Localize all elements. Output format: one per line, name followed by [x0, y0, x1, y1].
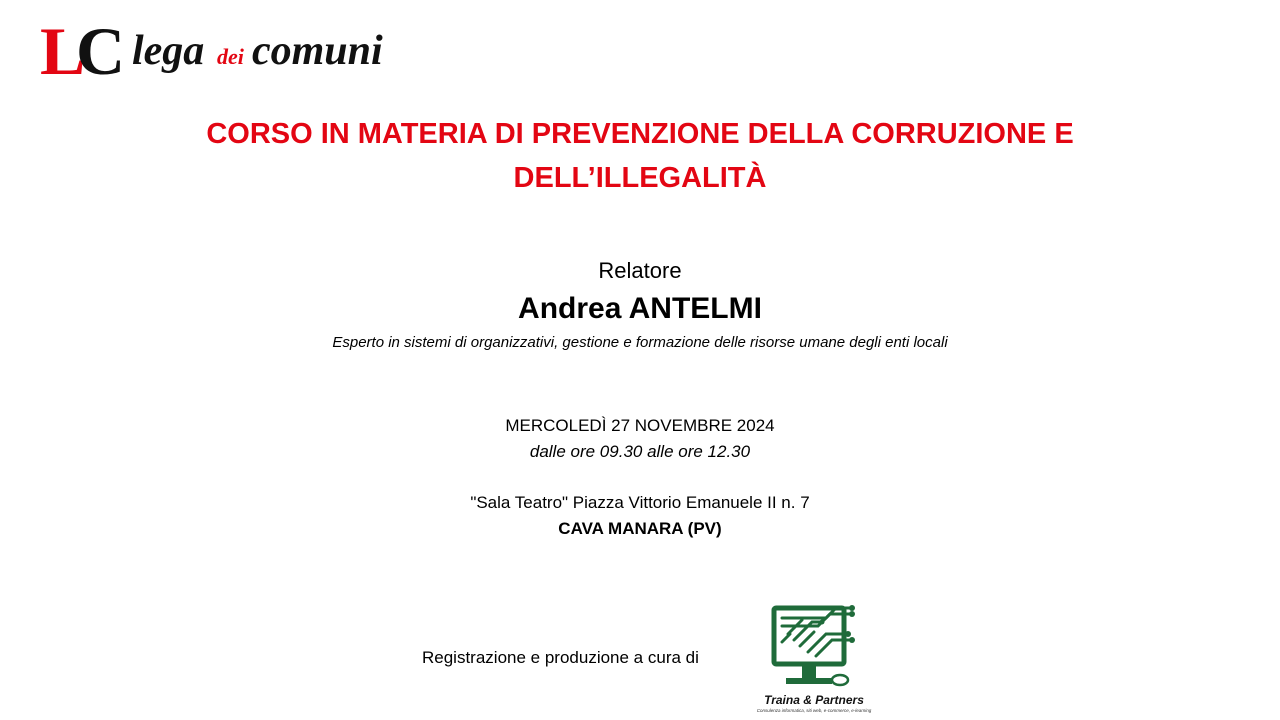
speaker-name: Andrea ANTELMI — [518, 292, 762, 325]
event-venue: "Sala Teatro" Piazza Vittorio Emanuele II n. 7 — [470, 493, 810, 512]
course-title — [140, 112, 1140, 200]
event-date: MERCOLEDÌ 27 NOVEMBRE 2024 — [505, 416, 775, 435]
partner-tagline: Consulenza informatica, siti web, e-commerce, e-learning — [756, 708, 872, 713]
course-title-line-1: CORSO IN MATERIA DI PREVENZIONE DELLA CORRUZIONE E — [206, 118, 1074, 150]
production-credit: Registrazione e produzione a cura di — [422, 648, 699, 667]
partner-name: Traina & Partners — [764, 693, 864, 707]
course-title-line-2: DELL’ILLEGALITÀ — [513, 162, 767, 194]
svg-text:dei: dei — [217, 44, 244, 69]
event-city: CAVA MANARA (PV) — [558, 519, 722, 538]
legadeicomuni-logo — [40, 12, 440, 84]
speaker-label: Relatore — [598, 258, 682, 283]
speaker-role: Esperto in sistemi di organizzativi, gestione e formazione delle risorse umane degli enti locali — [332, 334, 948, 351]
legadeicomuni-logo-graphic — [40, 12, 440, 84]
circuit-monitor-icon — [748, 600, 878, 696]
svg-text:L: L — [40, 13, 86, 84]
svg-text:C: C — [76, 13, 126, 84]
svg-text:lega: lega — [132, 28, 205, 74]
event-time: dalle ore 09.30 alle ore 12.30 — [529, 442, 751, 461]
svg-text:comuni: comuni — [252, 28, 383, 74]
